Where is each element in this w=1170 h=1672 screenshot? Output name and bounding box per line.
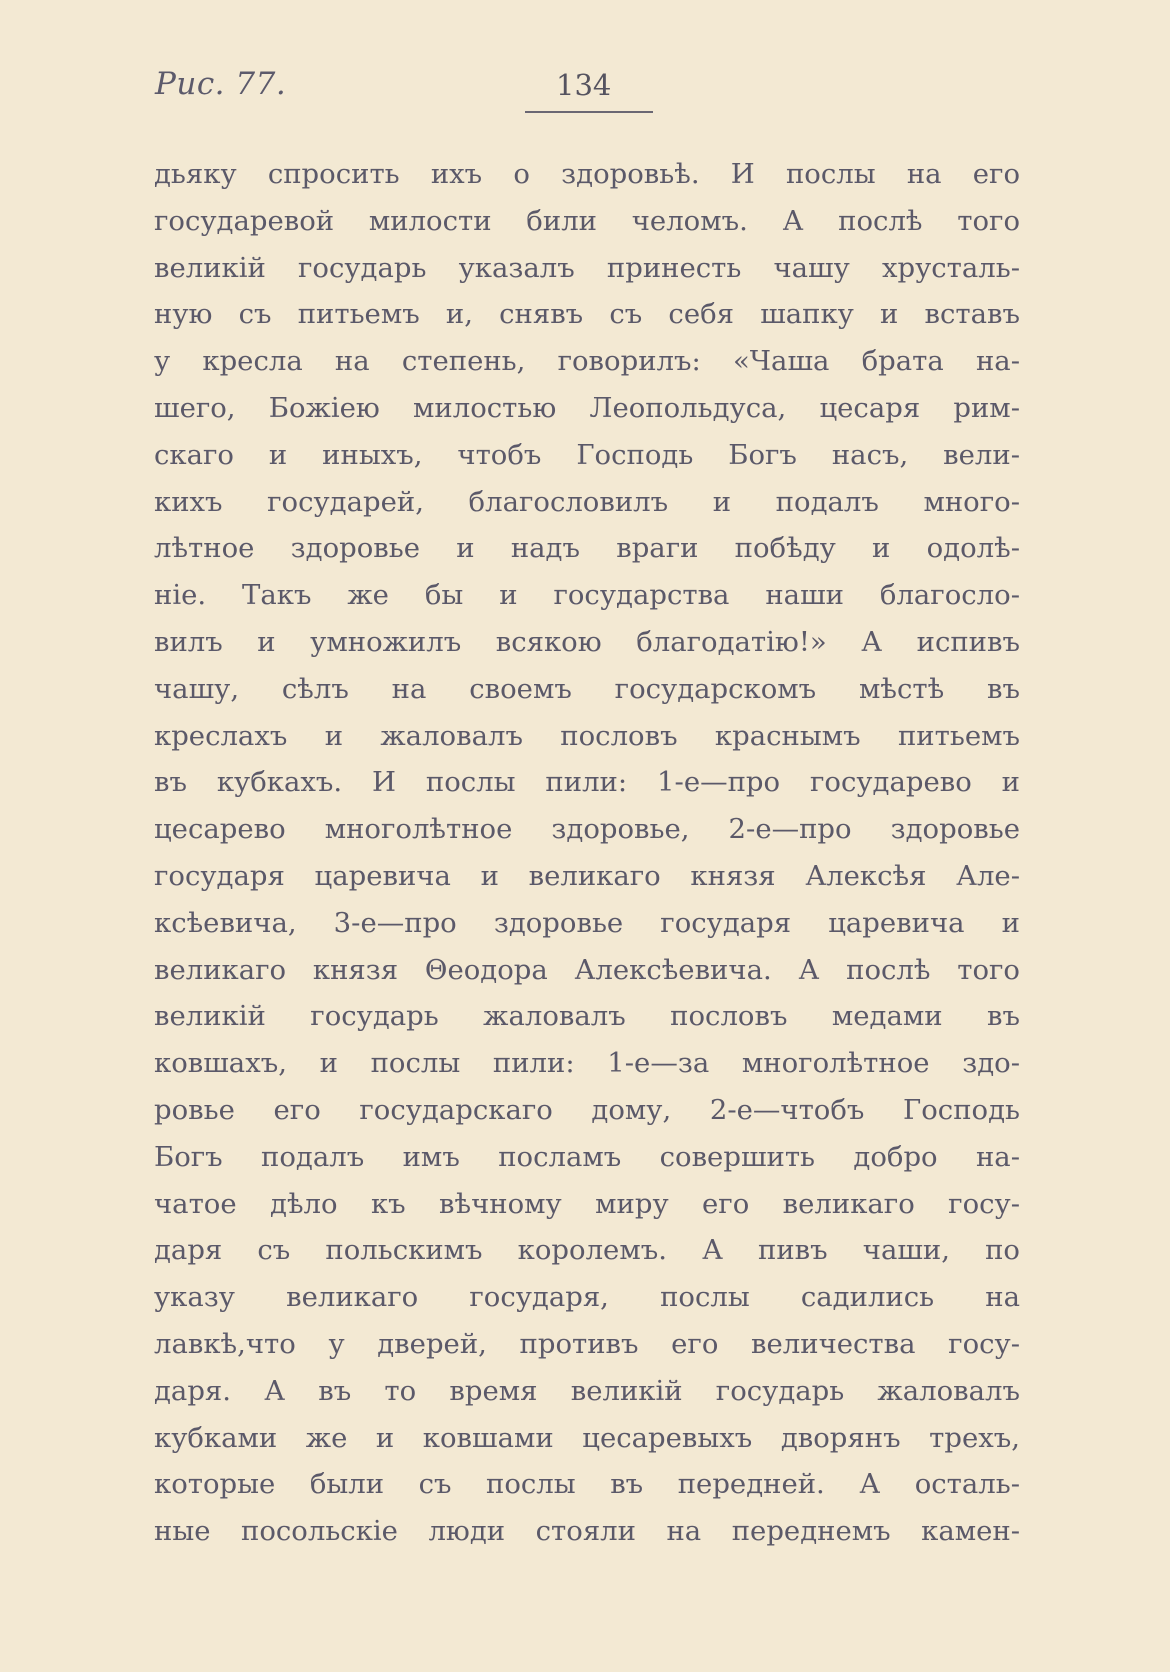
page-number: 134 [556, 68, 612, 102]
text-line: ную съ питьемъ и, снявъ съ себя шапку и вставъ [154, 298, 1020, 331]
body-text [154, 151, 1020, 1555]
text-line: дьяку спросить ихъ о здоровьѣ. И послы на его [154, 158, 1020, 190]
text-line: въ кубкахъ. И послы пили: 1-е—про государево и [154, 766, 1020, 799]
text-line: креслахъ и жаловалъ пословъ краснымъ питьемъ [154, 719, 1020, 752]
text-line: великій государь указалъ принесть чашу хрусталь- [154, 251, 1020, 284]
figure-label: Рис. 77. [155, 66, 287, 102]
text-line: великій государь жаловалъ пословъ медами въ [154, 1000, 1020, 1033]
text-line: государевой милости били челомъ. А послѣ того [154, 204, 1020, 237]
text-line: у кресла на степень, говорилъ: «Чаша брата на- [154, 345, 1020, 378]
text-line: государя царевича и великаго князя Алексѣя Але- [154, 859, 1020, 892]
text-line: цесарево многолѣтное здоровье, 2-е—про здоровье [154, 813, 1020, 846]
text-line: ровье его государскаго дому, 2-е—чтобъ Господь [154, 1093, 1020, 1126]
text-line: кубками же и ковшами цесаревыхъ дворянъ трехъ, [154, 1421, 1020, 1454]
text-line: ніе. Такъ же бы и государства наши благосло- [154, 579, 1020, 612]
text-line: вилъ и умножилъ всякою благодатію!» А испивъ [154, 625, 1020, 658]
text-line: чашу, сѣлъ на своемъ государскомъ мѣстѣ въ [154, 672, 1020, 705]
page-number-rule [525, 111, 653, 113]
text-line: указу великаго государя, послы садились на [154, 1281, 1020, 1314]
text-line: ковшахъ, и послы пили: 1-е—за многолѣтное здо- [154, 1047, 1020, 1080]
text-line: даря. А въ то время великій государь жаловалъ [154, 1374, 1020, 1407]
text-line: которые были съ послы въ передней. А осталь- [154, 1468, 1020, 1501]
text-line: шего, Божіею милостью Леопольдуса, цесаря рим- [154, 391, 1020, 424]
text-line: великаго князя Θеодора Алексѣевича. А послѣ того [154, 953, 1020, 986]
text-line: Богъ подалъ имъ посламъ совершить добро на- [154, 1140, 1020, 1173]
text-line: ные посольскіе люди стояли на переднемъ камен- [154, 1515, 1020, 1548]
text-line: лавкѣ,что у дверей, противъ его величества госу- [154, 1327, 1020, 1360]
text-line: лѣтное здоровье и надъ враги побѣду и одолѣ- [154, 532, 1020, 565]
text-line: даря съ польскимъ королемъ. А пивъ чаши, по [154, 1234, 1020, 1267]
text-line: ксѣевича, 3-е—про здоровье государя царевича и [154, 906, 1020, 939]
text-line: чатое дѣло къ вѣчному миру его великаго госу- [154, 1187, 1020, 1220]
text-line: скаго и иныхъ, чтобъ Господь Богъ насъ, вели- [154, 438, 1020, 471]
text-line: кихъ государей, благословилъ и подалъ много- [154, 485, 1020, 518]
